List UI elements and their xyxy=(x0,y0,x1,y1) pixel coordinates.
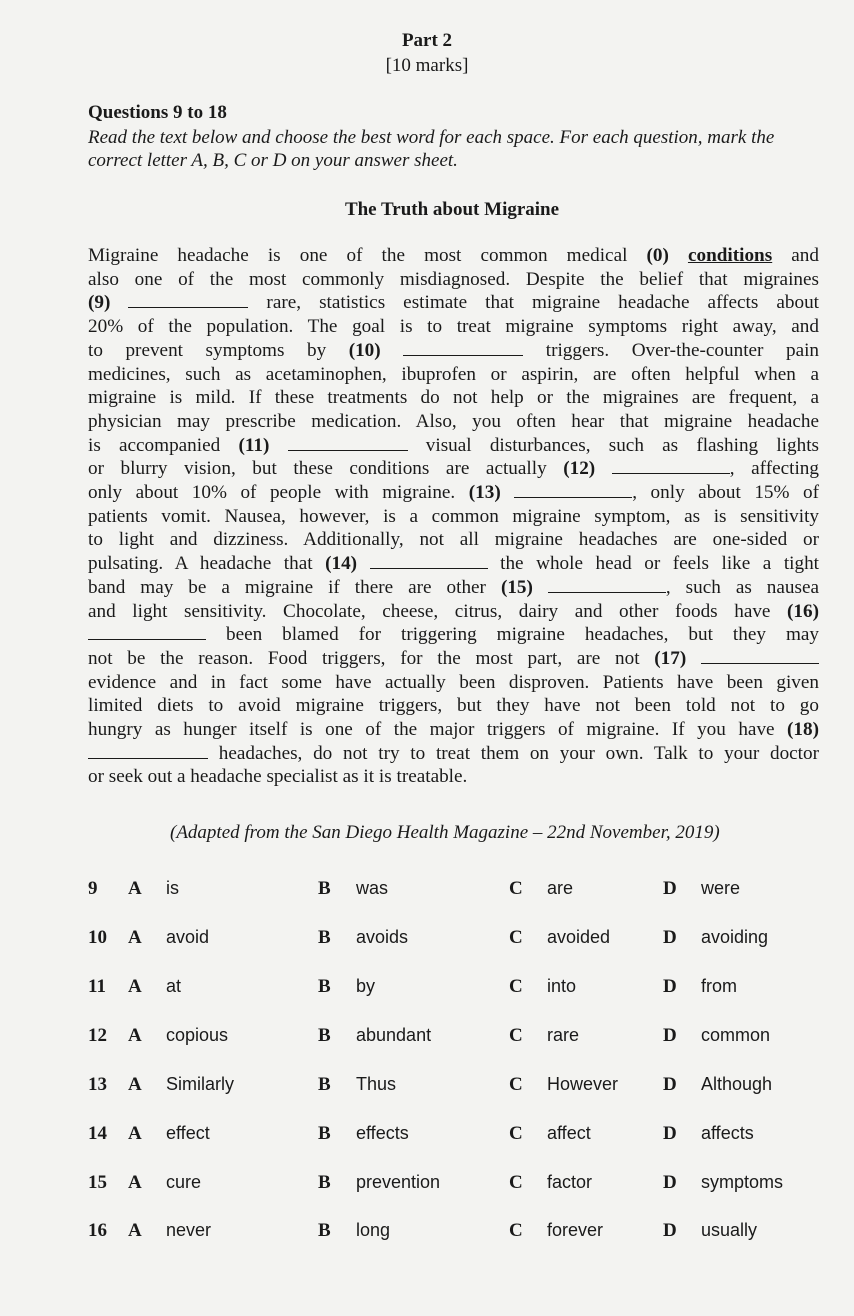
passage-line: physician may prescribe medication. Also, you often hear that migraine headache xyxy=(88,410,819,432)
option-d[interactable]: from xyxy=(701,976,737,996)
option-c[interactable]: rare xyxy=(547,1025,580,1045)
question-number: 15 xyxy=(88,1172,107,1193)
option-d[interactable]: Although xyxy=(701,1074,773,1094)
option-row xyxy=(0,878,854,904)
option-letter-a: A xyxy=(128,1172,142,1193)
question-number: 11 xyxy=(88,976,106,997)
blank-14 xyxy=(370,553,488,569)
option-letter-d: D xyxy=(663,1123,677,1144)
blank-11 xyxy=(288,435,408,451)
option-letter-a: A xyxy=(128,927,142,948)
option-letter-c: C xyxy=(509,1123,523,1144)
option-b[interactable]: Thus xyxy=(356,1074,397,1094)
option-row xyxy=(0,1074,854,1100)
option-letter-a: A xyxy=(128,1025,142,1046)
option-a[interactable]: is xyxy=(166,878,179,898)
question-number: 14 xyxy=(88,1123,107,1144)
passage-line: is accompanied (11) visual disturbances, such as flashing lights xyxy=(88,434,819,456)
option-c[interactable]: are xyxy=(547,878,574,898)
passage-line: limited diets to avoid migraine triggers, but they have not been told not to go xyxy=(88,695,819,717)
blank-10 xyxy=(403,340,523,356)
option-b[interactable]: avoids xyxy=(356,927,409,947)
option-c[interactable]: into xyxy=(547,976,577,996)
option-row xyxy=(0,1025,854,1051)
option-b[interactable]: prevention xyxy=(356,1172,441,1192)
passage-line: or seek out a headache specialist as it is treatable. xyxy=(88,766,468,788)
example-answer: conditions xyxy=(687,245,773,266)
passage-line: not be the reason. Food triggers, for the most part, are not (17) xyxy=(88,647,819,671)
option-letter-c: C xyxy=(509,1025,523,1046)
option-row xyxy=(0,927,854,953)
option-d[interactable]: avoiding xyxy=(701,927,769,947)
option-letter-b: B xyxy=(318,1220,331,1241)
option-d[interactable]: usually xyxy=(701,1220,758,1240)
blank-18 xyxy=(88,743,208,759)
option-letter-d: D xyxy=(663,976,677,997)
passage xyxy=(88,244,819,789)
option-c[interactable]: However xyxy=(547,1074,619,1094)
option-letter-c: C xyxy=(509,927,523,948)
option-row xyxy=(0,976,854,1002)
option-c[interactable]: affect xyxy=(547,1123,591,1143)
questions-heading: Questions 9 to 18 xyxy=(88,102,227,123)
option-letter-b: B xyxy=(318,976,331,997)
option-letter-b: B xyxy=(318,1123,331,1144)
passage-line: hungry as hunger itself is one of the major triggers of migraine. If you have (18) xyxy=(88,719,819,741)
passage-line: migraine is mild. If these treatments do not help or the migraines are frequent, a xyxy=(88,387,819,409)
option-letter-a: A xyxy=(128,878,142,899)
option-a[interactable]: copious xyxy=(166,1025,229,1045)
option-b[interactable]: effects xyxy=(356,1123,409,1143)
option-row xyxy=(0,1123,854,1149)
passage-line: band may be a migraine if there are other (15) , such as nausea xyxy=(88,576,819,598)
option-b[interactable]: abundant xyxy=(356,1025,432,1045)
question-number: 13 xyxy=(88,1074,107,1095)
passage-line: (9) rare, statistics estimate that migraine headache affects about xyxy=(88,292,819,314)
question-number: 16 xyxy=(88,1220,107,1241)
blank-12 xyxy=(612,458,730,474)
passage-line: also one of the most commonly misdiagnosed. Despite the belief that migraines xyxy=(88,268,819,290)
passage-line: to light and dizziness. Additionally, not all migraine headaches are one-sided or xyxy=(88,529,819,551)
passage-line: Migraine headache is one of the most common medical (0) conditions and xyxy=(88,245,819,266)
text-title: The Truth about Migraine xyxy=(344,199,560,220)
passage-line: been blamed for triggering migraine headaches, but they may xyxy=(88,623,819,647)
instructions: Read the text below and choose the best word for each space. For each question, mark the correct letter A, B, C or D on your answer sheet. xyxy=(88,127,775,171)
blank-16 xyxy=(88,624,206,640)
option-a[interactable]: Similarly xyxy=(166,1074,235,1094)
option-b[interactable]: long xyxy=(356,1220,391,1240)
passage-line: pulsating. A headache that (14) the whole head or feels like a tight xyxy=(88,553,819,575)
passage-line: medicines, such as acetaminophen, ibuprofen or aspirin, are often helpful when a xyxy=(88,363,819,385)
option-a[interactable]: effect xyxy=(166,1123,210,1143)
passage-line: headaches, do not try to treat them on your own. Talk to your doctor xyxy=(88,742,819,766)
option-c[interactable]: forever xyxy=(547,1220,604,1240)
option-c[interactable]: avoided xyxy=(547,927,611,947)
option-letter-a: A xyxy=(128,1074,142,1095)
option-c[interactable]: factor xyxy=(547,1172,593,1192)
option-letter-c: C xyxy=(509,976,523,997)
passage-line: and light sensitivity. Chocolate, cheese, citrus, dairy and other foods have (16) xyxy=(88,600,819,622)
option-letter-c: C xyxy=(509,1172,523,1193)
option-letter-b: B xyxy=(318,1074,331,1095)
passage-line: evidence and in fact some have actually been disproven. Patients have been given xyxy=(88,671,819,693)
option-letter-b: B xyxy=(318,927,331,948)
option-d[interactable]: affects xyxy=(701,1123,754,1143)
blank-15 xyxy=(548,577,666,593)
part-title: Part 2 xyxy=(401,30,453,51)
passage-line: only about 10% of people with migraine. (13) , only about 15% of xyxy=(88,482,819,504)
option-letter-c: C xyxy=(509,1220,523,1241)
option-letter-b: B xyxy=(318,1025,331,1046)
option-letter-d: D xyxy=(663,878,677,899)
option-letter-a: A xyxy=(128,1123,142,1144)
question-number: 9 xyxy=(88,878,98,899)
option-b[interactable]: by xyxy=(356,976,376,996)
option-letter-b: B xyxy=(318,1172,331,1193)
question-number: 10 xyxy=(88,927,107,948)
option-letter-b: B xyxy=(318,878,331,899)
question-number: 12 xyxy=(88,1025,107,1046)
passage-line: to prevent symptoms by (10) triggers. Over-the-counter pain xyxy=(88,339,820,361)
option-letter-d: D xyxy=(663,1220,677,1241)
blank-9 xyxy=(128,292,248,308)
option-row xyxy=(0,1172,854,1198)
option-letter-d: D xyxy=(663,1025,677,1046)
option-letter-a: A xyxy=(128,1220,142,1241)
blank-13 xyxy=(514,482,632,498)
option-d[interactable]: symptoms xyxy=(701,1172,784,1192)
option-d[interactable]: common xyxy=(701,1025,771,1045)
option-a[interactable]: cure xyxy=(166,1172,202,1192)
passage-line: patients vomit. Nausea, however, is a common migraine symptom, as is sensitivity xyxy=(88,505,819,527)
option-a[interactable]: never xyxy=(166,1220,212,1240)
option-a[interactable]: avoid xyxy=(166,927,210,947)
option-a[interactable]: at xyxy=(166,976,182,996)
passage-line: 20% of the population. The goal is to treat migraine symptoms right away, and xyxy=(88,316,819,338)
option-b[interactable]: was xyxy=(356,878,389,898)
blank-17 xyxy=(701,648,819,664)
option-d[interactable]: were xyxy=(701,878,741,898)
part-marks: [10 marks] xyxy=(385,55,469,76)
option-letter-d: D xyxy=(663,927,677,948)
option-letter-a: A xyxy=(128,976,142,997)
option-letter-c: C xyxy=(509,878,523,899)
option-letter-c: C xyxy=(509,1074,523,1095)
source-citation: (Adapted from the San Diego Health Magazine – 22nd November, 2019) xyxy=(170,822,720,843)
passage-line: or blurry vision, but these conditions are actually (12) , affecting xyxy=(88,458,819,480)
option-letter-d: D xyxy=(663,1074,677,1095)
option-letter-d: D xyxy=(663,1172,677,1193)
option-row xyxy=(0,1220,854,1246)
